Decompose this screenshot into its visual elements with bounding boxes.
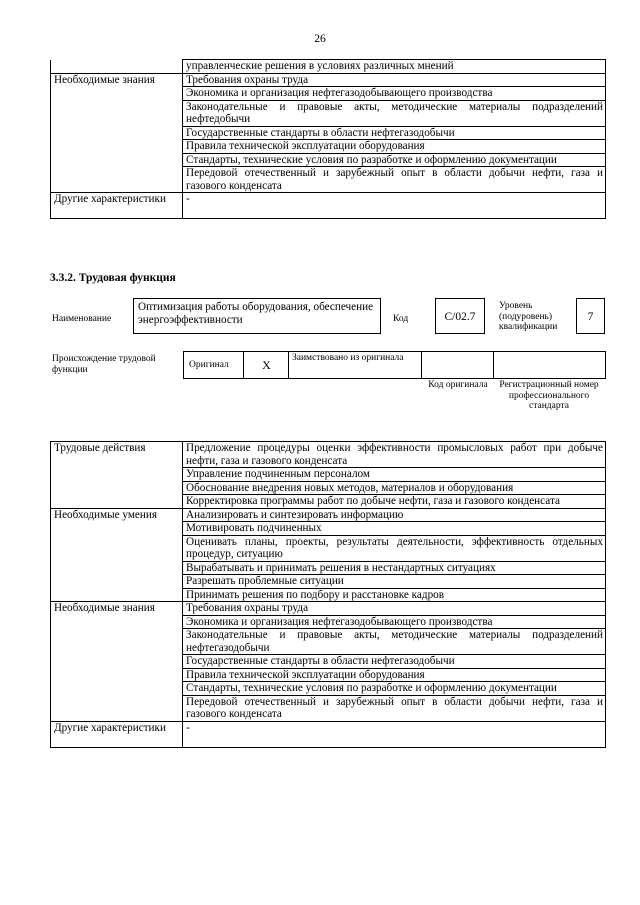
list-item: Оценивать планы, проекты, результаты деятельности, эффективность отдельных процедур, ситуацию — [183, 535, 606, 561]
table-row — [51, 602, 606, 616]
origin-table — [183, 351, 606, 379]
list-item: Государственные стандарты в области нефтегазодобычи — [183, 126, 606, 140]
list-item: управленческие решения в условиях различных мнений — [183, 60, 606, 74]
row-label: Другие характеристики — [51, 721, 183, 747]
list-item: Законодательные и правовые акты, методические материалы подразделений нефтедобычи — [183, 100, 606, 126]
level-value: 7 — [576, 298, 605, 334]
page-number: 26 — [314, 33, 326, 45]
list-item: Экономика и организация нефтегазодобывающего производства — [183, 615, 606, 629]
list-item: Предложение процедуры оценки эффективности промысловых работ при добыче нефти, газа и газового конденсата — [183, 442, 606, 468]
origin-label: Происхождение трудовой функции — [52, 354, 156, 375]
code-value: С/02.7 — [435, 298, 485, 334]
list-item: Государственные стандарты в области нефтегазодобычи — [183, 655, 606, 669]
table-row — [51, 193, 606, 219]
main-table — [50, 441, 606, 748]
level-label: Уровень (подуровень) квалификации — [499, 301, 558, 332]
list-item: Экономика и организация нефтегазодобывающего производства — [183, 87, 606, 101]
row-label: Необходимые умения — [51, 508, 183, 602]
row-label: Необходимые знания — [51, 602, 183, 722]
name-label: Наименование — [52, 314, 112, 324]
code-caption: Код оригинала — [428, 380, 488, 390]
table-row — [51, 721, 606, 747]
list-item: Вырабатывать и принимать решения в нестандартных ситуациях — [183, 561, 606, 575]
list-item: Законодательные и правовые акты, методические материалы подразделений нефтегазодобычи — [183, 629, 606, 655]
original-mark: X — [244, 352, 289, 379]
top-table — [50, 59, 606, 219]
code-label: Код — [393, 314, 409, 324]
list-item: Стандарты, технические условия по разработке и оформлению документации — [183, 153, 606, 167]
row-label: Необходимые знания — [51, 73, 183, 193]
list-item: Анализировать и синтезировать информацию — [183, 508, 606, 522]
original-label: Оригинал — [184, 352, 244, 379]
list-item: Требования охраны труда — [183, 602, 606, 616]
list-item: Обоснование внедрения новых методов, материалов и оборудования — [183, 481, 606, 495]
list-item: - — [183, 193, 606, 219]
table-row — [51, 73, 606, 87]
section-title: 3.3.2. Трудовая функция — [50, 272, 176, 284]
reg-caption: Регистрационный номер профессионального стандарта — [499, 380, 599, 411]
list-item: Стандарты, технические условия по разработке и оформлению документации — [183, 682, 606, 696]
function-name: Оптимизация работы оборудования, обеспечение энергоэффективности — [133, 298, 381, 334]
table-row — [51, 508, 606, 522]
table-row — [51, 442, 606, 468]
list-item: Передовой отечественный и зарубежный опыт в области добычи нефти, газа и газового конденсата — [183, 695, 606, 721]
list-item: Разрешать проблемные ситуации — [183, 575, 606, 589]
row-label: Трудовые действия — [51, 442, 183, 509]
row-label: Другие характеристики — [51, 193, 183, 219]
list-item: Управление подчиненным персоналом — [183, 468, 606, 482]
list-item: - — [183, 721, 606, 747]
table-row — [51, 60, 606, 74]
table-row — [184, 352, 606, 379]
borrowed-label: Заимствовано из оригинала — [289, 352, 422, 379]
list-item: Правила технической эксплуатации оборудования — [183, 140, 606, 154]
list-item: Передовой отечественный и зарубежный опыт в области добычи нефти, газа и газового конденсата — [183, 167, 606, 193]
list-item: Принимать решения по подбору и расстановке кадров — [183, 588, 606, 602]
list-item: Корректировка программы работ по добыче нефти, газа и газового конденсата — [183, 495, 606, 509]
list-item: Правила технической эксплуатации оборудования — [183, 668, 606, 682]
list-item: Мотивировать подчиненных — [183, 522, 606, 536]
list-item: Требования охраны труда — [183, 73, 606, 87]
